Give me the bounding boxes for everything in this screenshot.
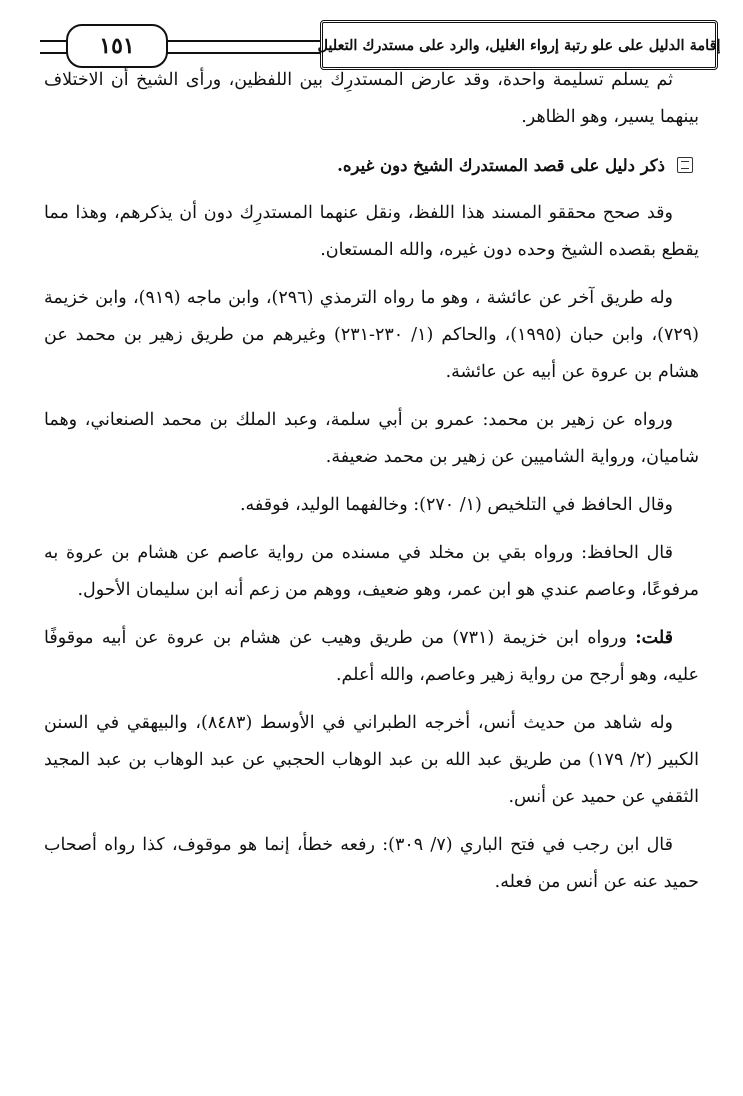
paragraph: ثم يسلم تسليمة واحدة، وقد عارض المستدرِك بين اللفظين، ورأى الشيخ أن الاختلاف بينهما يسير، وهو الظاهر. bbox=[44, 70, 699, 127]
book-icon bbox=[677, 157, 693, 173]
paragraph-text: ورواه ابن خزيمة (٧٣١) من طريق وهيب عن هشام بن عروة عن أبيه موقوفًا عليه، وهو أرجح من رواية زهير وعاصم، والله أعلم. bbox=[44, 628, 699, 685]
paragraph: وقال الحافظ في التلخيص (١/ ٢٧٠): وخالفهما الوليد، فوقفه. bbox=[239, 495, 673, 515]
paragraph bbox=[44, 620, 699, 694]
page-body bbox=[44, 62, 699, 912]
paragraph-lead: قلت: bbox=[635, 628, 673, 648]
paragraph: وله شاهد من حديث أنس، أخرجه الطبراني في الأوسط (٨٤٨٣)، والبيهقي في السنن الكبير (٢/ ١٧٩) من طريق عبد الله بن عبد الوهاب الحجبي عن عبد الوهاب بن عبد المجيد الثقفي عن حميد عن أنس. bbox=[44, 713, 700, 807]
paragraph: وقد صحح محققو المسند هذا اللفظ، ونقل عنهما المستدرِك دون أن يذكرهم، وهذا مما يقطع بقصده الشيخ وحده دون غيره، والله المستعان. bbox=[44, 203, 699, 260]
running-title: إقامة الدليل على علو رتبة إرواء الغليل، والرد على مستدرك التعليل bbox=[320, 20, 718, 70]
paragraph: قال ابن رجب في فتح الباري (٧/ ٣٠٩): رفعه خطأ، إنما هو موقوف، كذا رواه أصحاب حميد عنه عن أنس من فعله. bbox=[44, 835, 699, 892]
section-heading-text: ذكر دليل على قصد المستدرك الشيخ دون غيره. bbox=[337, 156, 665, 175]
paragraph: قال الحافظ: ورواه بقي بن مخلد في مسنده من رواية عاصم عن هشام بن عروة به مرفوعًا، وعاصم عندي هو ابن عمر، وهو ضعيف، ووهم من زعم أنه ابن سليمان الأحول. bbox=[44, 543, 699, 600]
paragraph: ورواه عن زهير بن محمد: عمرو بن أبي سلمة، وعبد الملك بن محمد الصنعاني، وهما شاميان، ورواية الشاميين عن زهير بن محمد ضعيفة. bbox=[44, 410, 699, 467]
section-heading bbox=[44, 147, 699, 184]
paragraph: وله طريق آخر عن عائشة ، وهو ما رواه الترمذي (٢٩٦)، وابن ماجه (٩١٩)، وابن خزيمة (٧٢٩)، وابن حبان (١٩٩٥)، والحاكم (١/ ٢٣٠-٢٣١) وغيرهم من طريق زهير بن محمد عن هشام بن عروة عن أبيه عن عائشة. bbox=[44, 288, 699, 382]
page-number: ١٥١ bbox=[66, 24, 168, 68]
